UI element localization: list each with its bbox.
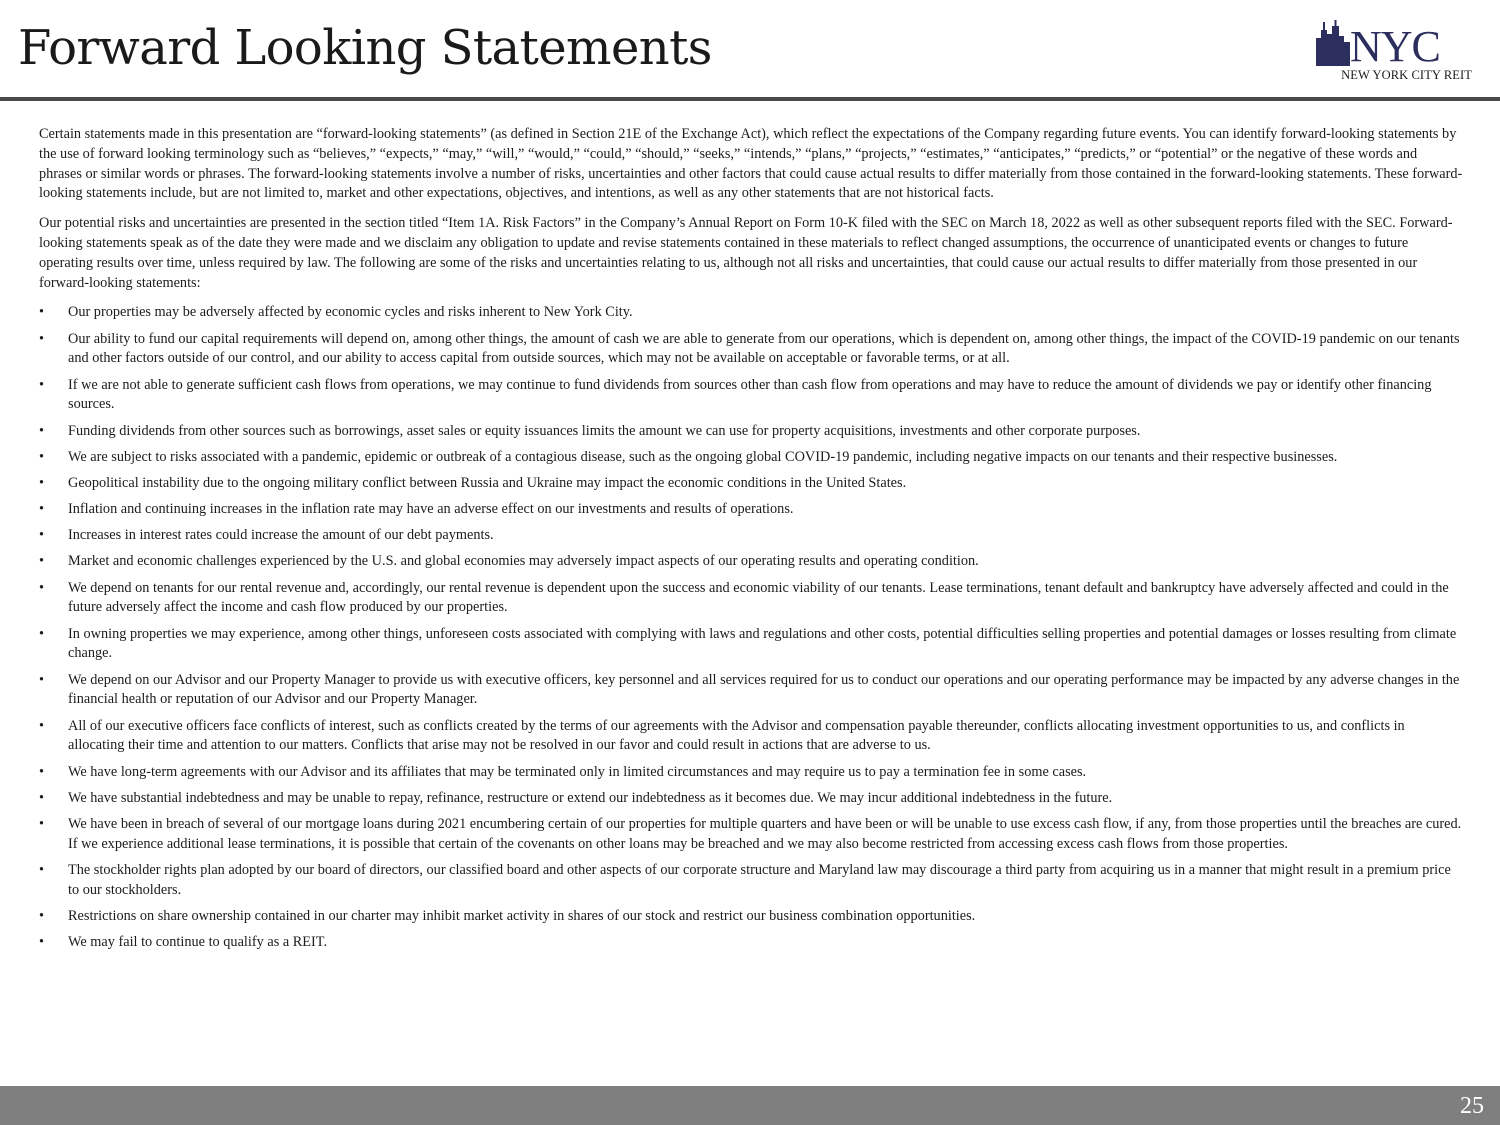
bullet-icon: • xyxy=(39,304,45,321)
risk-text: We have long-term agreements with our Advisor and its affiliates that may be terminated only in limited circumstances and may require us to pay a termination fee in some cases. xyxy=(68,763,1087,780)
risk-item xyxy=(39,717,1463,757)
risk-text: Inflation and continuing increases in the inflation rate may have an adverse effect on our investments and results of operations. xyxy=(68,501,794,518)
risk-item xyxy=(39,474,1463,494)
risk-item xyxy=(39,552,1463,572)
bullet-icon: • xyxy=(39,553,45,570)
risk-text: Market and economic challenges experienced by the U.S. and global economies may adversely impact aspects of our operating results and operating condition. xyxy=(68,553,979,570)
risk-text: We have substantial indebtedness and may be unable to repay, refinance, restructure or extend our indebtedness as it becomes due. We may incur additional indebtedness in the future. xyxy=(68,789,1113,806)
bullet-icon: • xyxy=(39,671,45,688)
logo-tagline: NEW YORK CITY REIT xyxy=(1341,68,1472,82)
bullet-icon: • xyxy=(39,815,45,832)
risk-item xyxy=(39,625,1463,665)
bullet-icon: • xyxy=(39,717,45,734)
bullet-icon: • xyxy=(39,474,45,491)
bullet-icon: • xyxy=(39,907,45,924)
risk-item xyxy=(39,330,1463,370)
risk-item xyxy=(39,579,1463,619)
risk-text: Our properties may be adversely affected by economic cycles and risks inherent to New York City. xyxy=(68,304,633,321)
skyline-icon xyxy=(1316,20,1352,66)
bullet-icon: • xyxy=(39,789,45,806)
bullet-icon: • xyxy=(39,934,45,951)
disclaimer-body xyxy=(39,125,1463,959)
risk-list xyxy=(39,303,1463,953)
footer-bar xyxy=(0,1086,1500,1125)
risk-item xyxy=(39,763,1463,783)
bullet-icon: • xyxy=(39,763,45,780)
risk-text: We have been in breach of several of our mortgage loans during 2021 encumbering certain of our properties for multiple quarters and have been or will be unable to use excess cash flow, if any, from those properties until the breaches are cured. If we experience additional lease terminations, it is possible that certain of the covenants on other loans may be breached and we may also become restricted from accessing excess cash flows from those properties. xyxy=(68,815,1462,852)
company-logo xyxy=(1316,20,1472,86)
risk-text: The stockholder rights plan adopted by our board of directors, our classified board and other aspects of our corporate structure and Maryland law may discourage a third party from acquiring us in a manner that might result in a premium price to our stockholders. xyxy=(68,861,1451,898)
risk-item xyxy=(39,907,1463,927)
risk-item xyxy=(39,500,1463,520)
risk-item xyxy=(39,303,1463,323)
risk-item xyxy=(39,376,1463,416)
intro-paragraph: Our potential risks and uncertainties are presented in the section titled “Item 1A. Risk Factors” in the Company’s Annual Report on Form 10-K filed with the SEC on March 18, 2022 as well as other subsequent reports filed with the SEC. Forward-looking statements speak as of the date they were made and we disclaim any obligation to update and revise statements contained in these materials to reflect changed assumptions, the occurrence of unanticipated events or changes to future operating results over time, unless required by law. The following are some of the risks and uncertainties relating to us, although not all risks and uncertainties, that could cause our actual results to differ materially from those presented in our forward-looking statements: xyxy=(39,215,1453,291)
header-divider xyxy=(0,97,1500,101)
risk-text: Funding dividends from other sources such as borrowings, asset sales or equity issuances limits the amount we can use for property acquisitions, investments and other corporate purposes. xyxy=(68,422,1141,439)
risk-item xyxy=(39,526,1463,546)
risk-text: Our ability to fund our capital requirements will depend on, among other things, the amount of cash we are able to generate from our operations, which is dependent on, among other things, the impact of the COVID-19 pandemic on our tenants and other factors outside of our control, and our ability to access capital from outside sources, which may not be available on acceptable or favorable terms, or at all. xyxy=(68,330,1460,367)
risk-text: All of our executive officers face conflicts of interest, such as conflicts created by the terms of our agreements with the Advisor and compensation payable thereunder, conflicts allocating investment opportunities to us, and conflicts in allocating their time and attention to our matters. Conflicts that arise may not be resolved in our favor and could result in actions that are adverse to us. xyxy=(68,717,1405,754)
bullet-icon: • xyxy=(39,579,45,596)
risk-item xyxy=(39,448,1463,468)
bullet-icon: • xyxy=(39,527,45,544)
risk-item xyxy=(39,671,1463,711)
bullet-icon: • xyxy=(39,376,45,393)
intro-paragraph: Certain statements made in this presentation are “forward-looking statements” (as defined in Section 21E of the Exchange Act), which reflect the expectations of the Company regarding future events. You can identify forward-looking statements by the use of forward looking terminology such as “believes,” “expects,” “may,” “will,” “would,” “could,” “should,” “seeks,” “intends,” “plans,” “projects,” “estimates,” “anticipates,” “predicts,” or “potential” or the negative of these words and phrases or similar words or phrases. The forward-looking statements involve a number of risks, uncertainties and other factors that could cause actual results to differ materially from those contained in the forward-looking statements. These forward-looking statements include, but are not limited to, market and other expectations, objectives, and intentions, as well as any other statements that are not historical facts. xyxy=(39,126,1463,202)
bullet-icon: • xyxy=(39,448,45,465)
page-number: 25 xyxy=(1460,1093,1484,1119)
risk-text: We are subject to risks associated with a pandemic, epidemic or outbreak of a contagious disease, such as the ongoing global COVID-19 pandemic, including negative impacts on our tenants and their respective businesses. xyxy=(68,448,1338,465)
page-title: Forward Looking Statements xyxy=(18,20,712,76)
logo-wordmark: NYC xyxy=(1350,22,1440,71)
risk-item xyxy=(39,861,1463,901)
risk-item xyxy=(39,789,1463,809)
bullet-icon: • xyxy=(39,501,45,518)
risk-item xyxy=(39,422,1463,442)
risk-text: We may fail to continue to qualify as a REIT. xyxy=(68,934,328,951)
bullet-icon: • xyxy=(39,422,45,439)
bullet-icon: • xyxy=(39,625,45,642)
bullet-icon: • xyxy=(39,330,45,347)
risk-item xyxy=(39,815,1463,855)
risk-text: We depend on our Advisor and our Property Manager to provide us with executive officers, key personnel and all services required for us to conduct our operations and our operating performance may be impacted by any adverse changes in the financial health or reputation of our Advisor and our Property Manager. xyxy=(68,671,1460,708)
risk-text: Restrictions on share ownership contained in our charter may inhibit market activity in shares of our stock and restrict our business combination opportunities. xyxy=(68,907,976,924)
risk-text: We depend on tenants for our rental revenue and, accordingly, our rental revenue is dependent upon the success and economic viability of our tenants. Lease terminations, tenant default and bankruptcy have adversely affected and could in the future adversely affect the income and cash flow produced by our properties. xyxy=(68,579,1449,616)
bullet-icon: • xyxy=(39,861,45,878)
risk-item xyxy=(39,933,1463,953)
risk-text: Geopolitical instability due to the ongoing military conflict between Russia and Ukraine may impact the economic conditions in the United States. xyxy=(68,474,907,491)
risk-text: If we are not able to generate sufficient cash flows from operations, we may continue to fund dividends from sources other than cash flow from operations and may have to reduce the amount of dividends we pay or identify other financing sources. xyxy=(68,376,1432,413)
risk-text: In owning properties we may experience, among other things, unforeseen costs associated with complying with laws and regulations and other costs, potential difficulties selling properties and potential damages or losses resulting from climate change. xyxy=(68,625,1457,662)
risk-text: Increases in interest rates could increase the amount of our debt payments. xyxy=(68,527,494,544)
